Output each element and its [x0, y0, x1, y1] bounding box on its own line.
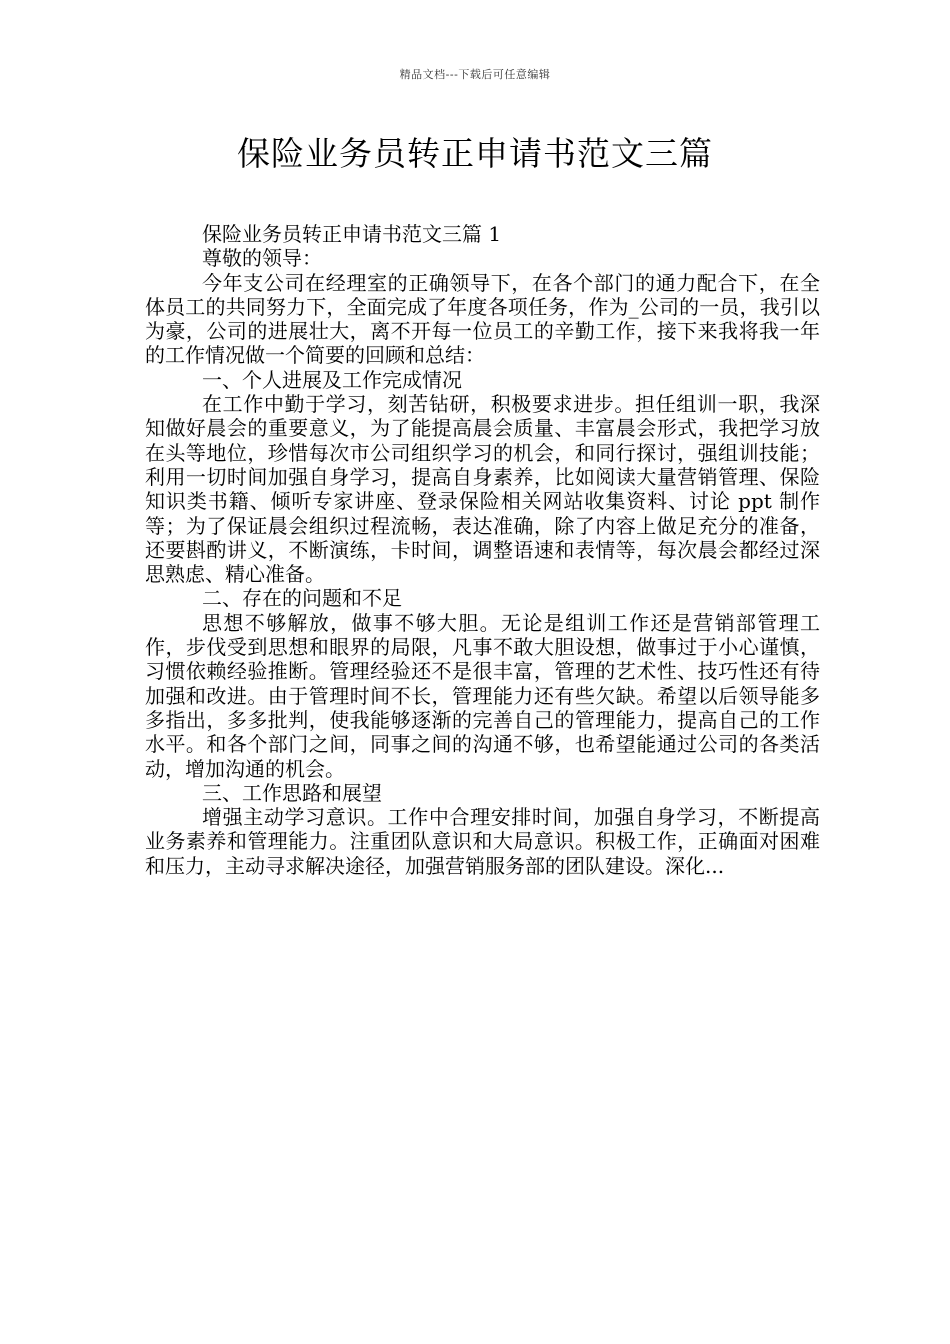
- section-heading-3: 三、工作思路和展望: [202, 780, 382, 805]
- paragraph-intro: 今年支公司在经理室的正确领导下，在各个部门的通力配合下，在全体员工的共同努力下，全面完成了年度各项任务，作为_公司的一员，我引以为豪，公司的进展壮大，离不开每一位员工的辛勤工作，接下来我将我一年的工作情况做一个简要的回顾和总结：: [145, 270, 820, 368]
- document-title: 保险业务员转正申请书范文三篇: [237, 134, 713, 173]
- paragraph-section-2: 思想不够解放，做事不够大胆。无论是组训工作还是营销部管理工作，步伐受到思想和眼界的局限，凡事不敢大胆设想，做事过于小心谨慎，习惯依赖经验推断。管理经验还不是很丰富，管理的艺术性、技巧性还有待加强和改进。由于管理时间不长，管理能力还有些欠缺。希望以后领导能多多指出，多多批判，使我能够逐渐的完善自己的管理能力，提高自己的工作水平。和各个部门之间，同事之间的沟通不够，也希望能通过公司的各类活动，增加沟通的机会。: [145, 610, 820, 781]
- paragraph-section-3: 增强主动学习意识。工作中合理安排时间，加强自身学习，不断提高业务素养和管理能力。注重团队意识和大局意识。积极工作，正确面对困难和压力，主动寻求解决途径，加强营销服务部的团队建设。深化...: [145, 805, 820, 878]
- paragraph-section-1: 在工作中勤于学习，刻苦钻研，积极要求进步。担任组训一职，我深知做好晨会的重要意义，为了能提高晨会质量、丰富晨会形式，我把学习放在头等地位，珍惜每次市公司组织学习的机会，和同行探讨，强组训技能；利用一切时间加强自身学习，提高自身素养，比如阅读大量营销管理、保险知识类书籍、倾听专家讲座、登录保险相关网站收集资料、讨论 ppt 制作等；为了保证晨会组织过程流畅，表达准确，除了内容上做足充分的准备，还要斟酌讲义，不断演练，卡时间，调整语速和表情等，每次晨会都经过深思熟虑、精心准备。: [145, 392, 820, 587]
- document-body: [145, 222, 820, 878]
- paragraph-subtitle: 保险业务员转正申请书范文三篇 1: [202, 222, 502, 246]
- header-note: 精品文档---下载后可任意编辑: [399, 68, 551, 81]
- section-heading-2: 二、存在的问题和不足: [202, 586, 402, 611]
- section-heading-1: 一、个人进展及工作完成情况: [202, 367, 462, 392]
- paragraph-salutation: 尊敬的领导：: [202, 246, 322, 271]
